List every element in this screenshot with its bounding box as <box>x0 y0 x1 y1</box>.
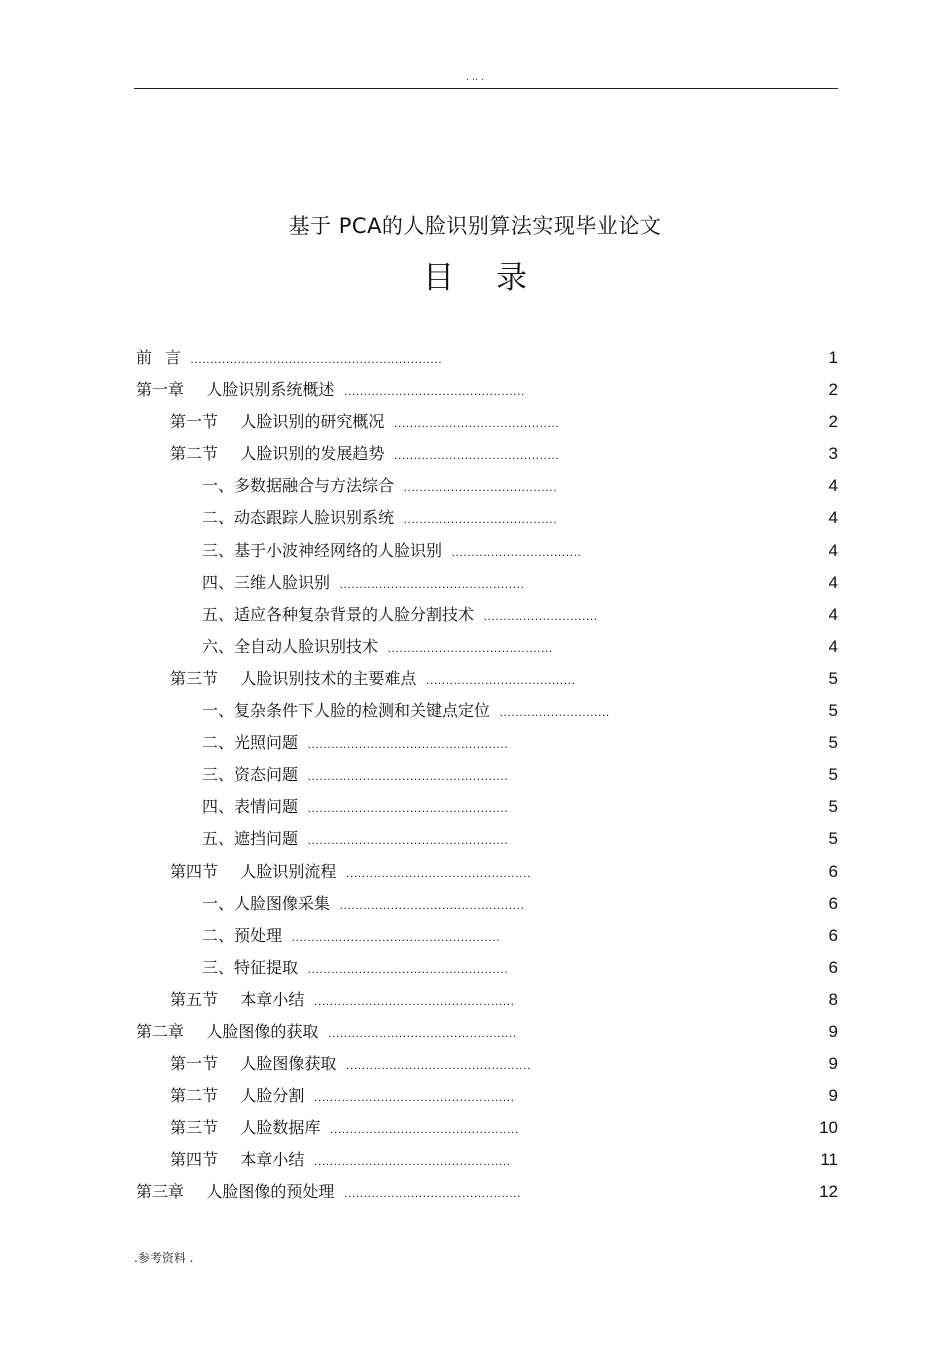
toc-entry-label: 第二章 <box>136 1021 185 1041</box>
toc-entry[interactable] <box>136 791 838 823</box>
toc-entry-label: 五、 <box>202 604 235 624</box>
toc-entry-title: 特征提取 <box>234 957 299 977</box>
toc-entry-title: 表情问题 <box>234 797 299 817</box>
toc-dot-leader: ............................................... <box>339 897 525 912</box>
toc-dot-leader: ................................................... <box>307 833 509 848</box>
toc-dot-leader: ................................................... <box>307 737 509 752</box>
toc-page-number: 9 <box>828 1021 838 1041</box>
toc-entry[interactable] <box>136 1176 838 1208</box>
toc-page-number: 4 <box>828 636 838 656</box>
toc-entry-title: 本章小结 <box>240 989 305 1009</box>
toc-entry-title: 三维人脸识别 <box>234 572 331 592</box>
toc-entry-title: 基于小波神经网络的人脸识别 <box>234 540 443 560</box>
toc-entry-title: 预处理 <box>234 925 283 945</box>
toc-entry[interactable] <box>136 1048 838 1080</box>
toc-entry[interactable] <box>136 1144 838 1176</box>
toc-entry-title: 全自动人脸识别技术 <box>234 636 379 656</box>
toc-entry[interactable] <box>136 856 838 888</box>
toc-entry[interactable] <box>136 663 838 695</box>
toc-dot-leader: ............................................... <box>346 865 531 880</box>
toc-page-number: 4 <box>828 476 838 496</box>
toc-entry-label: 二、 <box>202 925 235 945</box>
toc-page-number: 12 <box>819 1182 838 1202</box>
toc-entry[interactable] <box>136 984 838 1016</box>
header-rule <box>134 88 838 89</box>
toc-page-number: 4 <box>828 508 838 528</box>
toc-dot-leader: .......................................... <box>394 448 560 463</box>
toc-entry-title: 人脸数据库 <box>240 1118 321 1138</box>
toc-entry[interactable] <box>136 567 838 599</box>
toc-entry-label: 一、 <box>202 476 235 496</box>
toc-page-number: 5 <box>828 668 838 688</box>
toc-dot-leader: .......................................... <box>394 416 560 431</box>
toc-dot-leader: ............................ <box>499 705 610 720</box>
toc-entry-label: 第一节 <box>170 412 219 432</box>
toc-page-number: 9 <box>828 1086 838 1106</box>
toc-page-number: 5 <box>828 733 838 753</box>
toc-page-number: 5 <box>828 765 838 785</box>
toc-page-number: 4 <box>828 604 838 624</box>
toc-entry-title: 人脸图像的预处理 <box>206 1182 335 1202</box>
toc-entry[interactable] <box>136 470 838 502</box>
toc-entry-title: 适应各种复杂背景的人脸分割技术 <box>234 604 475 624</box>
toc-page-number: 8 <box>828 989 838 1009</box>
toc-dot-leader: ...................................... <box>426 672 576 687</box>
toc-entry-title: 人脸识别系统概述 <box>206 380 335 400</box>
toc-entry-label: 第二节 <box>170 444 219 464</box>
toc-page-number: 2 <box>828 380 838 400</box>
toc-dot-leader: ....................................... <box>403 480 558 495</box>
toc-dot-leader: .............................................. <box>344 384 525 399</box>
toc-page-number: 4 <box>828 572 838 592</box>
toc-entry[interactable] <box>136 1112 838 1144</box>
toc-page-number: 5 <box>828 797 838 817</box>
toc-entry-label: 第二节 <box>170 1086 219 1106</box>
toc-dot-leader: ....................................... <box>403 512 558 527</box>
toc-entry-label: 四、 <box>202 797 235 817</box>
toc-page-number: 6 <box>828 861 838 881</box>
toc-entry[interactable] <box>136 599 838 631</box>
toc-page-number: 5 <box>828 701 838 721</box>
toc-entry-label: 第四节 <box>170 1150 219 1170</box>
toc-dot-leader: ................................................... <box>314 993 515 1008</box>
toc-entry[interactable] <box>136 342 838 374</box>
toc-entry[interactable] <box>136 374 838 406</box>
toc-entry-label: 前 <box>136 348 153 367</box>
toc-heading: 目录 <box>423 260 569 296</box>
toc-page-number: 4 <box>828 540 838 560</box>
toc-entry-label: 三、 <box>202 765 235 785</box>
toc-entry-title: 人脸图像采集 <box>234 893 331 913</box>
toc-entry[interactable] <box>136 406 838 438</box>
toc-entry[interactable] <box>136 727 838 759</box>
toc-entry-label: 二、 <box>202 508 235 528</box>
toc-page-number: 11 <box>820 1150 838 1170</box>
toc-page-number: 5 <box>828 829 838 849</box>
toc-entry-label: 六、 <box>202 636 235 656</box>
toc-entry-label: 第三章 <box>136 1182 185 1202</box>
toc-dot-leader: ................................................ <box>328 1025 517 1040</box>
toc-entry-label: 四、 <box>202 572 235 592</box>
toc-entry-title: 本章小结 <box>240 1150 305 1170</box>
toc-page-number: 6 <box>828 925 838 945</box>
toc-entry-title: 人脸图像获取 <box>240 1054 337 1074</box>
toc-entry-label: 一、 <box>202 893 235 913</box>
toc-entry-title: 人脸分割 <box>240 1086 305 1106</box>
toc-entry[interactable] <box>136 823 838 855</box>
toc-entry-label: 第一节 <box>170 1054 219 1074</box>
toc-entry-label: 第四节 <box>170 861 219 881</box>
toc-entry[interactable] <box>136 952 838 984</box>
table-of-contents <box>136 342 838 1209</box>
toc-dot-leader: ................................................... <box>314 1090 515 1105</box>
toc-entry-title: 遮挡问题 <box>234 829 299 849</box>
toc-entry-label: 第五节 <box>170 989 219 1009</box>
toc-entry[interactable] <box>136 695 838 727</box>
toc-entry-label: 第一章 <box>136 380 185 400</box>
toc-entry-label: 第三节 <box>170 1118 219 1138</box>
toc-entry-label: 三、 <box>202 540 235 560</box>
toc-page-number: 6 <box>828 957 838 977</box>
toc-entry-label: 五、 <box>202 829 235 849</box>
toc-dot-leader: ................................. <box>451 544 582 559</box>
toc-entry-title: 人脸识别流程 <box>240 861 337 881</box>
toc-dot-leader: ............................................. <box>344 1186 522 1201</box>
toc-entry-label: 第三节 <box>170 668 219 688</box>
toc-page-number: 2 <box>828 412 838 432</box>
toc-entry[interactable] <box>136 888 838 920</box>
toc-entry[interactable] <box>136 920 838 952</box>
toc-dot-leader: ................................................ <box>330 1122 519 1137</box>
toc-dot-leader: ................................................... <box>307 961 509 976</box>
toc-dot-leader: ..................................................... <box>291 929 501 944</box>
toc-entry[interactable] <box>136 1016 838 1048</box>
toc-entry-label: 二、 <box>202 733 235 753</box>
page-footer-mark: .参考资料 . <box>134 1251 194 1265</box>
toc-entry-title: 复杂条件下人脸的检测和关键点定位 <box>234 701 491 721</box>
toc-entry[interactable] <box>136 438 838 470</box>
toc-dot-leader: ............................................... <box>346 1058 531 1073</box>
toc-entry-label: 一、 <box>202 701 235 721</box>
toc-page-number: 6 <box>828 893 838 913</box>
toc-entry-title: 人脸识别的发展趋势 <box>240 444 385 464</box>
toc-entry-title: 资态问题 <box>234 765 299 785</box>
toc-entry-label: 三、 <box>202 957 235 977</box>
toc-entry-title: 多数据融合与方法综合 <box>234 476 395 496</box>
toc-dot-leader: ................................................... <box>307 769 509 784</box>
toc-entry[interactable] <box>136 631 838 663</box>
toc-entry-title: 动态跟踪人脸识别系统 <box>234 508 395 528</box>
toc-entry[interactable] <box>136 759 838 791</box>
toc-dot-leader: ................................................... <box>307 801 509 816</box>
toc-entry[interactable] <box>136 1080 838 1112</box>
toc-entry[interactable] <box>136 502 838 534</box>
toc-entry-title: 人脸图像的获取 <box>206 1021 319 1041</box>
page-header-mark: . .. . <box>465 71 485 83</box>
toc-dot-leader: ................................................................ <box>190 352 443 366</box>
document-title: 基于 PCA的人脸识别算法实现毕业论文 <box>288 214 662 238</box>
toc-page-number: 1 <box>828 348 838 367</box>
toc-entry-title: 人脸识别技术的主要难点 <box>240 668 417 688</box>
toc-dot-leader: ............................. <box>483 608 598 623</box>
toc-entry[interactable] <box>136 535 838 567</box>
toc-entry-title: 言 <box>164 348 181 367</box>
toc-page-number: 10 <box>819 1118 838 1138</box>
toc-entry-title: 人脸识别的研究概况 <box>240 412 385 432</box>
toc-dot-leader: .......................................... <box>387 640 553 655</box>
toc-page-number: 3 <box>828 444 838 464</box>
toc-dot-leader: .................................................. <box>314 1154 511 1169</box>
toc-dot-leader: ............................................... <box>339 576 525 591</box>
toc-entry-title: 光照问题 <box>234 733 299 753</box>
toc-page-number: 9 <box>828 1054 838 1074</box>
